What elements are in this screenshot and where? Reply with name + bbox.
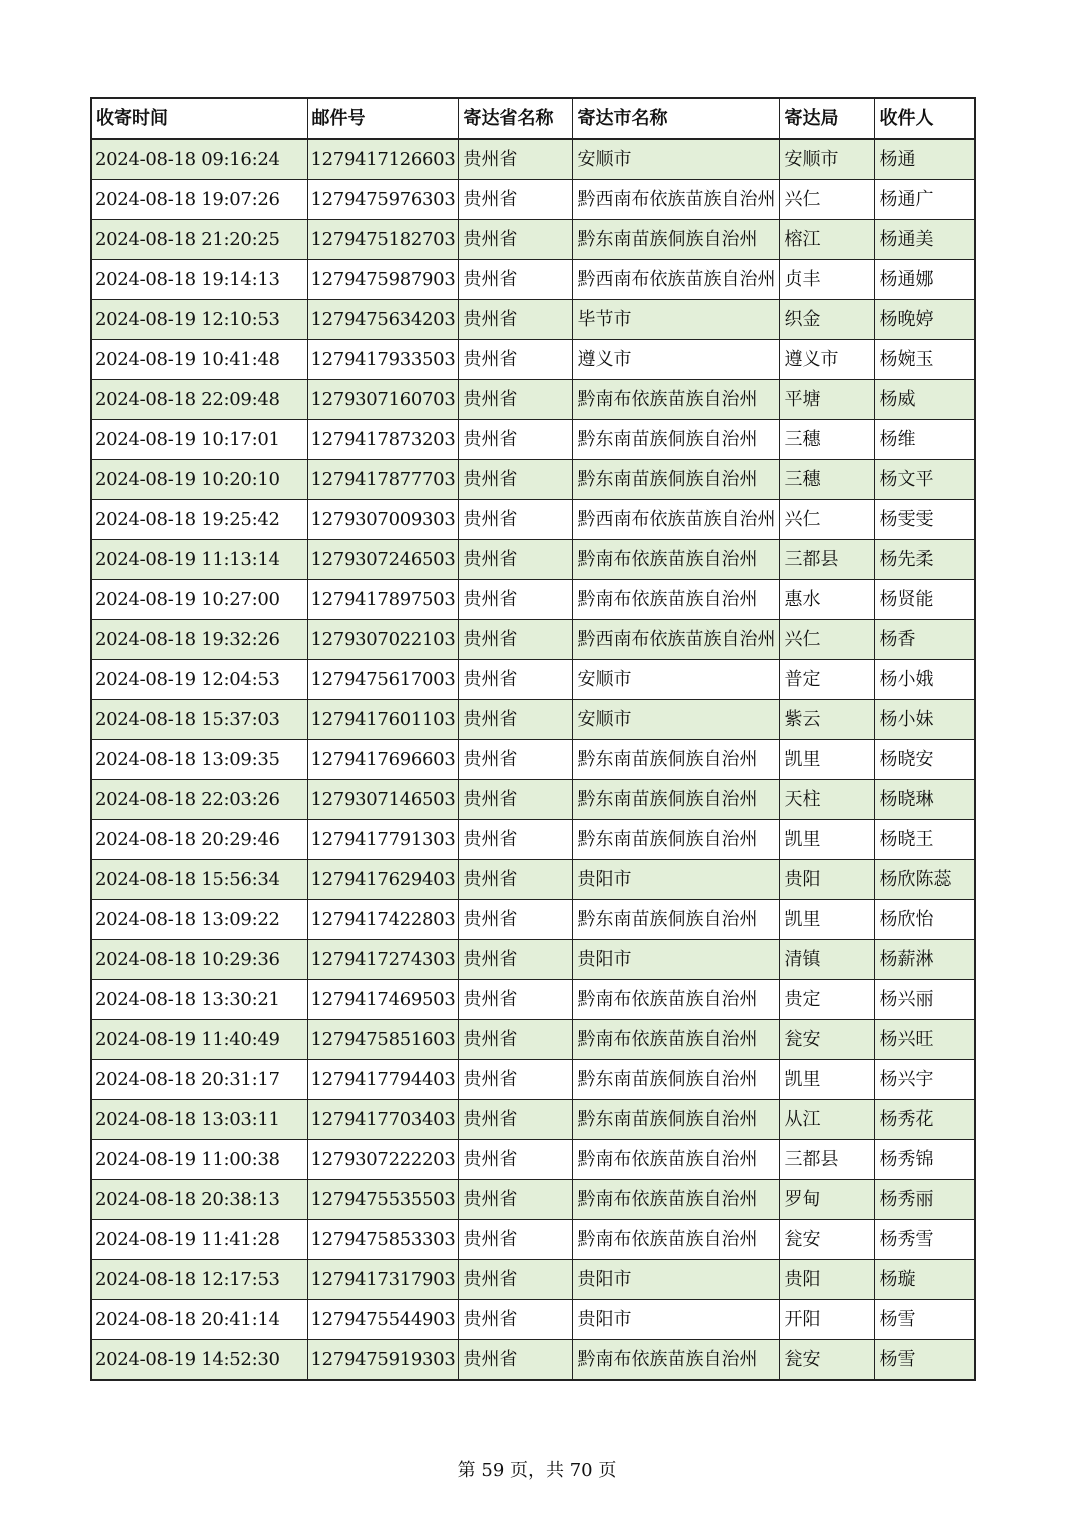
cell-dest-office: 惠水 [780, 580, 875, 620]
cell-send-time: 2024-08-19 11:00:38 [91, 1140, 307, 1180]
cell-dest-city: 黔东南苗族侗族自治州 [573, 900, 780, 940]
cell-send-time: 2024-08-19 10:27:00 [91, 580, 307, 620]
cell-dest-office: 贵阳 [780, 860, 875, 900]
cell-send-time: 2024-08-18 09:16:24 [91, 139, 307, 180]
cell-recipient: 杨通娜 [875, 260, 975, 300]
cell-send-time: 2024-08-18 19:14:13 [91, 260, 307, 300]
cell-dest-province: 贵州省 [459, 540, 573, 580]
cell-dest-province: 贵州省 [459, 940, 573, 980]
cell-mail-number: 1279417873203 [307, 420, 459, 460]
cell-dest-office: 兴仁 [780, 180, 875, 220]
header-recipient: 收件人 [875, 98, 975, 139]
cell-dest-city: 黔南布依族苗族自治州 [573, 1020, 780, 1060]
cell-send-time: 2024-08-18 20:31:17 [91, 1060, 307, 1100]
cell-mail-number: 1279475617003 [307, 660, 459, 700]
cell-dest-office: 平塘 [780, 380, 875, 420]
cell-dest-province: 贵州省 [459, 740, 573, 780]
cell-dest-office: 凯里 [780, 1060, 875, 1100]
table-row [91, 460, 975, 500]
cell-send-time: 2024-08-18 15:37:03 [91, 700, 307, 740]
cell-dest-city: 黔南布依族苗族自治州 [573, 1340, 780, 1381]
cell-dest-province: 贵州省 [459, 900, 573, 940]
cell-dest-office: 贵定 [780, 980, 875, 1020]
cell-dest-city: 遵义市 [573, 340, 780, 380]
cell-send-time: 2024-08-19 14:52:30 [91, 1340, 307, 1381]
cell-mail-number: 1279307160703 [307, 380, 459, 420]
cell-dest-city: 黔东南苗族侗族自治州 [573, 460, 780, 500]
table-row [91, 540, 975, 580]
cell-dest-city: 黔东南苗族侗族自治州 [573, 740, 780, 780]
header-send-time: 收寄时间 [91, 98, 307, 139]
cell-mail-number: 1279417933503 [307, 340, 459, 380]
cell-send-time: 2024-08-18 10:29:36 [91, 940, 307, 980]
cell-dest-office: 贞丰 [780, 260, 875, 300]
table-row [91, 380, 975, 420]
cell-dest-office: 织金 [780, 300, 875, 340]
cell-mail-number: 1279307146503 [307, 780, 459, 820]
cell-recipient: 杨薪淋 [875, 940, 975, 980]
cell-dest-office: 兴仁 [780, 620, 875, 660]
cell-recipient: 杨欣陈蕊 [875, 860, 975, 900]
cell-recipient: 杨璇 [875, 1260, 975, 1300]
cell-recipient: 杨通美 [875, 220, 975, 260]
cell-dest-office: 瓮安 [780, 1220, 875, 1260]
header-mail-number: 邮件号 [307, 98, 459, 139]
header-dest-city: 寄达市名称 [573, 98, 780, 139]
cell-dest-office: 凯里 [780, 900, 875, 940]
cell-recipient: 杨晚婷 [875, 300, 975, 340]
cell-mail-number: 1279417422803 [307, 900, 459, 940]
cell-dest-office: 瓮安 [780, 1020, 875, 1060]
cell-mail-number: 1279417897503 [307, 580, 459, 620]
cell-send-time: 2024-08-19 11:40:49 [91, 1020, 307, 1060]
cell-dest-office: 三穗 [780, 420, 875, 460]
cell-recipient: 杨香 [875, 620, 975, 660]
cell-dest-province: 贵州省 [459, 1260, 573, 1300]
cell-dest-city: 黔西南布依族苗族自治州 [573, 260, 780, 300]
table-row [91, 139, 975, 180]
cell-send-time: 2024-08-18 20:29:46 [91, 820, 307, 860]
cell-mail-number: 1279307022103 [307, 620, 459, 660]
cell-dest-province: 贵州省 [459, 300, 573, 340]
cell-recipient: 杨秀花 [875, 1100, 975, 1140]
cell-send-time: 2024-08-18 22:03:26 [91, 780, 307, 820]
cell-dest-province: 贵州省 [459, 420, 573, 460]
cell-dest-city: 贵阳市 [573, 1300, 780, 1340]
cell-mail-number: 1279417877703 [307, 460, 459, 500]
cell-dest-province: 贵州省 [459, 1140, 573, 1180]
cell-mail-number: 1279475919303 [307, 1340, 459, 1381]
cell-send-time: 2024-08-18 13:09:22 [91, 900, 307, 940]
table-row [91, 660, 975, 700]
cell-mail-number: 1279475182703 [307, 220, 459, 260]
cell-mail-number: 1279475976303 [307, 180, 459, 220]
cell-recipient: 杨通 [875, 139, 975, 180]
cell-mail-number: 1279417317903 [307, 1260, 459, 1300]
cell-dest-province: 贵州省 [459, 220, 573, 260]
table-row [91, 1020, 975, 1060]
cell-recipient: 杨秀雪 [875, 1220, 975, 1260]
cell-recipient: 杨婉玉 [875, 340, 975, 380]
cell-dest-province: 贵州省 [459, 780, 573, 820]
table-row [91, 980, 975, 1020]
table-row [91, 580, 975, 620]
cell-mail-number: 1279307246503 [307, 540, 459, 580]
cell-send-time: 2024-08-18 20:41:14 [91, 1300, 307, 1340]
table-row [91, 500, 975, 540]
cell-dest-province: 贵州省 [459, 1300, 573, 1340]
cell-dest-city: 黔南布依族苗族自治州 [573, 380, 780, 420]
cell-dest-office: 瓮安 [780, 1340, 875, 1381]
cell-mail-number: 1279475535503 [307, 1180, 459, 1220]
cell-dest-province: 贵州省 [459, 380, 573, 420]
cell-send-time: 2024-08-18 20:38:13 [91, 1180, 307, 1220]
page-number-footer: 第 59 页，共 70 页 [457, 1460, 617, 1481]
cell-mail-number: 1279417794403 [307, 1060, 459, 1100]
cell-recipient: 杨兴宇 [875, 1060, 975, 1100]
table-row [91, 780, 975, 820]
cell-recipient: 杨通广 [875, 180, 975, 220]
table-body [91, 139, 975, 1380]
table-row [91, 340, 975, 380]
cell-dest-office: 罗甸 [780, 1180, 875, 1220]
cell-dest-city: 黔南布依族苗族自治州 [573, 580, 780, 620]
cell-dest-city: 黔南布依族苗族自治州 [573, 540, 780, 580]
table-row [91, 820, 975, 860]
cell-mail-number: 1279475987903 [307, 260, 459, 300]
cell-dest-office: 三都县 [780, 1140, 875, 1180]
cell-dest-office: 凯里 [780, 740, 875, 780]
cell-mail-number: 1279417696603 [307, 740, 459, 780]
cell-dest-city: 黔东南苗族侗族自治州 [573, 780, 780, 820]
cell-send-time: 2024-08-18 19:25:42 [91, 500, 307, 540]
cell-send-time: 2024-08-19 10:20:10 [91, 460, 307, 500]
cell-dest-province: 贵州省 [459, 1060, 573, 1100]
cell-send-time: 2024-08-18 19:32:26 [91, 620, 307, 660]
cell-mail-number: 1279307222203 [307, 1140, 459, 1180]
cell-recipient: 杨秀丽 [875, 1180, 975, 1220]
cell-dest-city: 黔南布依族苗族自治州 [573, 1140, 780, 1180]
cell-recipient: 杨兴旺 [875, 1020, 975, 1060]
table-row [91, 1300, 975, 1340]
cell-dest-city: 安顺市 [573, 700, 780, 740]
cell-dest-city: 黔东南苗族侗族自治州 [573, 820, 780, 860]
cell-recipient: 杨雯雯 [875, 500, 975, 540]
cell-dest-province: 贵州省 [459, 700, 573, 740]
cell-send-time: 2024-08-18 19:07:26 [91, 180, 307, 220]
table-row [91, 1140, 975, 1180]
cell-recipient: 杨小妹 [875, 700, 975, 740]
cell-send-time: 2024-08-19 12:04:53 [91, 660, 307, 700]
cell-dest-city: 安顺市 [573, 660, 780, 700]
cell-mail-number: 1279475634203 [307, 300, 459, 340]
table-row [91, 700, 975, 740]
cell-dest-province: 贵州省 [459, 1340, 573, 1381]
cell-dest-city: 黔西南布依族苗族自治州 [573, 620, 780, 660]
cell-dest-city: 黔西南布依族苗族自治州 [573, 180, 780, 220]
cell-mail-number: 1279417601103 [307, 700, 459, 740]
cell-send-time: 2024-08-19 10:41:48 [91, 340, 307, 380]
cell-dest-city: 黔南布依族苗族自治州 [573, 1180, 780, 1220]
cell-mail-number: 1279417629403 [307, 860, 459, 900]
cell-send-time: 2024-08-18 13:03:11 [91, 1100, 307, 1140]
cell-send-time: 2024-08-18 12:17:53 [91, 1260, 307, 1300]
cell-dest-province: 贵州省 [459, 340, 573, 380]
table-header-row [91, 98, 975, 139]
table-row [91, 260, 975, 300]
cell-dest-province: 贵州省 [459, 260, 573, 300]
cell-recipient: 杨雪 [875, 1340, 975, 1381]
cell-dest-city: 贵阳市 [573, 1260, 780, 1300]
cell-send-time: 2024-08-19 11:41:28 [91, 1220, 307, 1260]
cell-dest-office: 天柱 [780, 780, 875, 820]
cell-mail-number: 1279417791303 [307, 820, 459, 860]
cell-dest-office: 凯里 [780, 820, 875, 860]
cell-dest-province: 贵州省 [459, 820, 573, 860]
cell-recipient: 杨先柔 [875, 540, 975, 580]
cell-dest-city: 毕节市 [573, 300, 780, 340]
table-row [91, 420, 975, 460]
cell-recipient: 杨兴丽 [875, 980, 975, 1020]
cell-send-time: 2024-08-19 11:13:14 [91, 540, 307, 580]
header-dest-office: 寄达局 [780, 98, 875, 139]
cell-send-time: 2024-08-18 13:30:21 [91, 980, 307, 1020]
table-row [91, 740, 975, 780]
cell-recipient: 杨雪 [875, 1300, 975, 1340]
cell-send-time: 2024-08-19 10:17:01 [91, 420, 307, 460]
cell-recipient: 杨贤能 [875, 580, 975, 620]
cell-dest-city: 贵阳市 [573, 860, 780, 900]
cell-dest-province: 贵州省 [459, 620, 573, 660]
cell-send-time: 2024-08-18 15:56:34 [91, 860, 307, 900]
cell-dest-province: 贵州省 [459, 660, 573, 700]
cell-dest-city: 黔东南苗族侗族自治州 [573, 420, 780, 460]
table-row [91, 1260, 975, 1300]
cell-dest-province: 贵州省 [459, 460, 573, 500]
cell-dest-province: 贵州省 [459, 1220, 573, 1260]
cell-dest-office: 三穗 [780, 460, 875, 500]
cell-mail-number: 1279417126603 [307, 139, 459, 180]
cell-dest-city: 黔西南布依族苗族自治州 [573, 500, 780, 540]
cell-mail-number: 1279417703403 [307, 1100, 459, 1140]
header-dest-province: 寄达省名称 [459, 98, 573, 139]
cell-mail-number: 1279417469503 [307, 980, 459, 1020]
table-row [91, 220, 975, 260]
cell-dest-city: 黔东南苗族侗族自治州 [573, 220, 780, 260]
table-row [91, 180, 975, 220]
table-row [91, 1220, 975, 1260]
cell-dest-province: 贵州省 [459, 860, 573, 900]
table-row [91, 1340, 975, 1381]
cell-dest-office: 紫云 [780, 700, 875, 740]
cell-mail-number: 1279475851603 [307, 1020, 459, 1060]
cell-mail-number: 1279475853303 [307, 1220, 459, 1260]
cell-dest-office: 普定 [780, 660, 875, 700]
cell-dest-province: 贵州省 [459, 180, 573, 220]
cell-recipient: 杨秀锦 [875, 1140, 975, 1180]
cell-dest-city: 黔东南苗族侗族自治州 [573, 1100, 780, 1140]
cell-dest-province: 贵州省 [459, 1100, 573, 1140]
cell-send-time: 2024-08-19 12:10:53 [91, 300, 307, 340]
cell-recipient: 杨晓王 [875, 820, 975, 860]
table-row [91, 860, 975, 900]
cell-recipient: 杨欣怡 [875, 900, 975, 940]
cell-dest-province: 贵州省 [459, 139, 573, 180]
cell-dest-office: 榕江 [780, 220, 875, 260]
cell-dest-office: 从江 [780, 1100, 875, 1140]
cell-recipient: 杨维 [875, 420, 975, 460]
cell-recipient: 杨威 [875, 380, 975, 420]
cell-dest-province: 贵州省 [459, 1180, 573, 1220]
cell-dest-city: 黔东南苗族侗族自治州 [573, 1060, 780, 1100]
table-row [91, 940, 975, 980]
cell-dest-office: 贵阳 [780, 1260, 875, 1300]
cell-mail-number: 1279475544903 [307, 1300, 459, 1340]
cell-dest-city: 贵阳市 [573, 940, 780, 980]
cell-dest-province: 贵州省 [459, 500, 573, 540]
table-row [91, 300, 975, 340]
cell-dest-city: 黔南布依族苗族自治州 [573, 1220, 780, 1260]
table-row [91, 900, 975, 940]
table-row [91, 1100, 975, 1140]
cell-send-time: 2024-08-18 21:20:25 [91, 220, 307, 260]
mail-records-table [90, 97, 976, 1381]
cell-dest-office: 安顺市 [780, 139, 875, 180]
cell-dest-city: 安顺市 [573, 139, 780, 180]
cell-dest-city: 黔南布依族苗族自治州 [573, 980, 780, 1020]
cell-recipient: 杨晓安 [875, 740, 975, 780]
cell-mail-number: 1279307009303 [307, 500, 459, 540]
cell-dest-office: 三都县 [780, 540, 875, 580]
cell-send-time: 2024-08-18 13:09:35 [91, 740, 307, 780]
cell-dest-office: 兴仁 [780, 500, 875, 540]
cell-dest-office: 开阳 [780, 1300, 875, 1340]
cell-recipient: 杨晓琳 [875, 780, 975, 820]
cell-recipient: 杨文平 [875, 460, 975, 500]
cell-dest-office: 遵义市 [780, 340, 875, 380]
cell-recipient: 杨小娥 [875, 660, 975, 700]
cell-dest-province: 贵州省 [459, 1020, 573, 1060]
cell-send-time: 2024-08-18 22:09:48 [91, 380, 307, 420]
cell-mail-number: 1279417274303 [307, 940, 459, 980]
cell-dest-office: 清镇 [780, 940, 875, 980]
cell-dest-province: 贵州省 [459, 980, 573, 1020]
table-row [91, 1060, 975, 1100]
cell-dest-province: 贵州省 [459, 580, 573, 620]
table-row [91, 1180, 975, 1220]
table-row [91, 620, 975, 660]
